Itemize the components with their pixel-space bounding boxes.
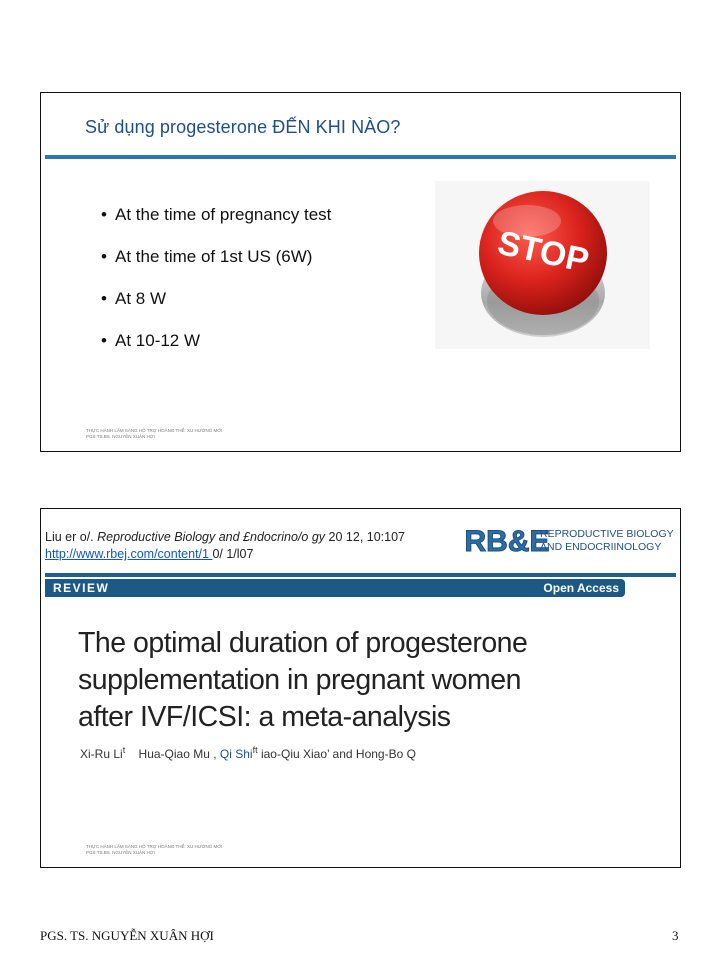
stop-button-image xyxy=(435,181,650,349)
bullet-item: • At the time of 1st US (6W) xyxy=(101,245,331,287)
page-footer-author: PGS. TS. NGUYỄN XUÂN HỢI xyxy=(40,928,214,943)
review-label: REVIEW xyxy=(53,581,110,595)
slide-1-footer-line-1: THỰC HÀNH LÂM SÀNG HỖ TRỢ HOÀNG THỂ: XU HƯỚNG MỚI xyxy=(86,428,223,433)
slide-1-title-rule xyxy=(45,155,676,159)
bullet-item: • At the time of pregnancy test xyxy=(101,203,331,245)
review-bar xyxy=(45,579,625,597)
slide-2-footer-line-1: THỰC HÀNH LÂM SÀNG HỖ TRỢ HOÀNG THỂ: XU HƯỚNG MỚI xyxy=(86,844,223,849)
paper-title: The optimal duration of progesterone supplementation in pregnant women after IVF/ICSI: a meta-analysis xyxy=(78,627,528,733)
bullet-icon: • xyxy=(101,247,107,266)
citation-link[interactable]: http://www.rbej.com/content/1 xyxy=(45,547,213,561)
bullet-item: • At 8 W xyxy=(101,287,331,329)
page-number: 3 xyxy=(672,928,679,943)
slide-2-rule xyxy=(45,573,676,577)
slide-1-title: Sử dụng progesterone ĐẾN KHI NÀO? xyxy=(85,117,401,137)
stop-button-icon xyxy=(435,181,650,349)
slide-2 xyxy=(40,508,681,868)
journal-name: REPRODUCTIVE BIOLOGY AND ENDOCRIINOLOGY xyxy=(540,528,674,553)
bullet-icon: • xyxy=(101,205,107,224)
bullet-list xyxy=(101,203,331,371)
bullet-icon: • xyxy=(101,331,107,350)
open-access-label: Open Access xyxy=(543,581,619,595)
bullet-icon: • xyxy=(101,289,107,308)
svg-text:RB&E: RB&E xyxy=(464,525,550,558)
rbe-logo-icon xyxy=(464,519,550,559)
author-list: Xi-Ru Li$^t$ Hua-Qiao Mu , Qi Shi$^{ft}$ iao-Qiu Xiao’ and Hong-Bo Q xyxy=(80,745,416,761)
stop-text: STOP xyxy=(494,223,593,281)
citation: Liu er o/. Reproductive Biology and £ndocrino/o gy 20 12, 10:107 http://www.rbej.com/content/1 0/ 1/l07 xyxy=(45,530,406,561)
slide-1 xyxy=(40,92,681,452)
bullet-item: • At 10-12 W xyxy=(101,329,331,371)
slide-2-footer-line-2: PGS.TS.BS. NGUYỄN XUÂN HỢI xyxy=(86,850,155,855)
slide-1-footer-line-2: PGS.TS.BS. NGUYỄN XUÂN HỢI xyxy=(86,434,155,439)
